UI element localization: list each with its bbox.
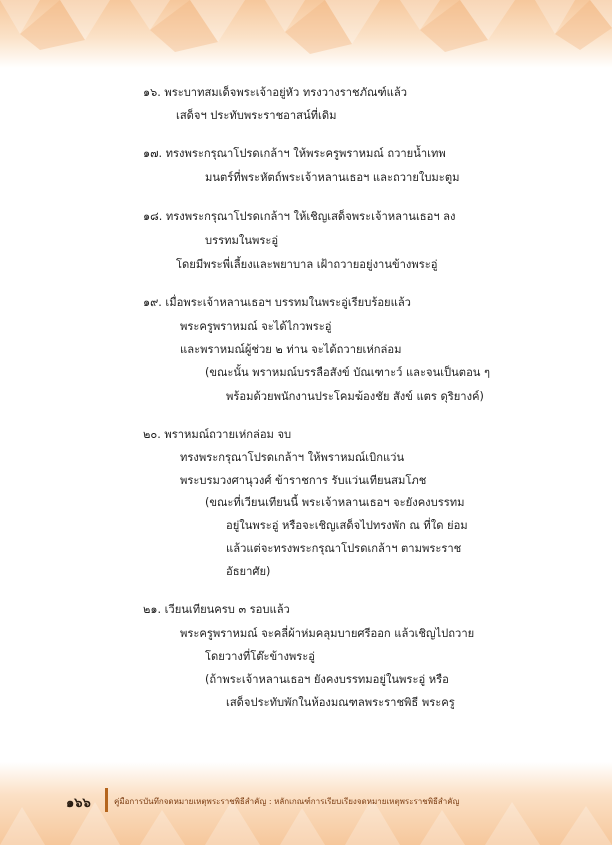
item-17-line-1: ๑๗. ทรงพระกรุณาโปรดเกล้าฯ ให้พระครูพราหมณ์ ถวายน้ำเทพ (143, 147, 446, 160)
item-21-line-1: ๒๑. เวียนเทียนครบ ๓ รอบแล้ว (143, 603, 290, 616)
item-16-line-2: เสด็จฯ ประทับพระราชอาสน์ที่เดิม (176, 109, 337, 122)
item-18-line-3: โดยมีพระพี่เลี้ยงและพยาบาล เฝ้าถวายอยู่งานข้างพระอู่ (176, 258, 438, 271)
item-16-line-1: ๑๖. พระบาทสมเด็จพระเจ้าอยู่หัว ทรงวางราชภัณฑ์แล้ว (143, 86, 407, 99)
item-19-line-5: พร้อมด้วยพนักงานประโคมฆ้องชัย สังข์ แตร ดุริยางค์) (226, 390, 484, 403)
item-19-line-3: และพราหมณ์ผู้ช่วย ๒ ท่าน จะได้ถวายเห่กล่อม (180, 343, 402, 356)
item-18-line-1: ๑๘. ทรงพระกรุณาโปรดเกล้าฯ ให้เชิญเสด็จพระเจ้าหลานเธอฯ ลง (143, 210, 456, 223)
item-21-line-5: เสด็จประทับพักในห้องมณฑลพระราชพิธี พระครู (226, 696, 455, 709)
item-21-line-2: พระครูพราหมณ์ จะคลี่ผ้าห่มคลุมบายศรีออก แล้วเชิญไปถวาย (180, 627, 475, 640)
item-20-line-3: พระบรมวงศานุวงศ์ ข้าราชการ รับแว่นเทียนสมโภช (180, 474, 427, 487)
item-18-line-2: บรรทมในพระอู่ (205, 234, 279, 247)
item-19-line-2: พระครูพราหมณ์ จะได้ไกวพระอู่ (180, 320, 332, 333)
footer-divider (105, 788, 108, 812)
item-20-line-1: ๒๐. พราหมณ์ถวายเห่กล่อม จบ (143, 428, 292, 441)
item-20-line-6: แล้วแต่จะทรงพระกรุณาโปรดเกล้าฯ ตามพระราช (226, 542, 462, 555)
item-20-line-4: (ขณะที่เวียนเทียนนี้ พระเจ้าหลานเธอฯ จะยังคงบรรทม (205, 496, 465, 509)
item-20-line-5: อยู่ในพระอู่ หรือจะเชิญเสด็จไปทรงพัก ณ ที่ใด ย่อม (226, 519, 468, 532)
item-17-line-2: มนตร์ที่พระหัตถ์พระเจ้าหลานเธอฯ และถวายใบมะตูม (205, 171, 460, 184)
footer-title: คู่มือการบันทึกจดหมายเหตุพระราชพิธีสำคัญ : หลักเกณฑ์การเรียบเรียงจดหมายเหตุพระราชพิธีสำคัญ (114, 797, 460, 806)
page-number: ๑๖๖ (66, 796, 91, 811)
item-21-line-4: (ถ้าพระเจ้าหลานเธอฯ ยังคงบรรทมอยู่ในพระอู่ หรือ (205, 673, 449, 686)
item-20-line-2: ทรงพระกรุณาโปรดเกล้าฯ ให้พราหมณ์เบิกแว่น (180, 451, 405, 464)
item-19-line-1: ๑๙. เมื่อพระเจ้าหลานเธอฯ บรรทมในพระอู่เรียบร้อยแล้ว (143, 296, 411, 309)
item-19-line-4: (ขณะนั้น พราหมณ์บรรลือสังข์ บัณเฑาะว์ และจนเป็นตอน ๆ (205, 366, 491, 379)
item-20-line-7: อัธยาศัย) (226, 565, 271, 578)
item-21-line-3: โดยวางที่โต๊ะข้างพระอู่ (205, 650, 316, 663)
